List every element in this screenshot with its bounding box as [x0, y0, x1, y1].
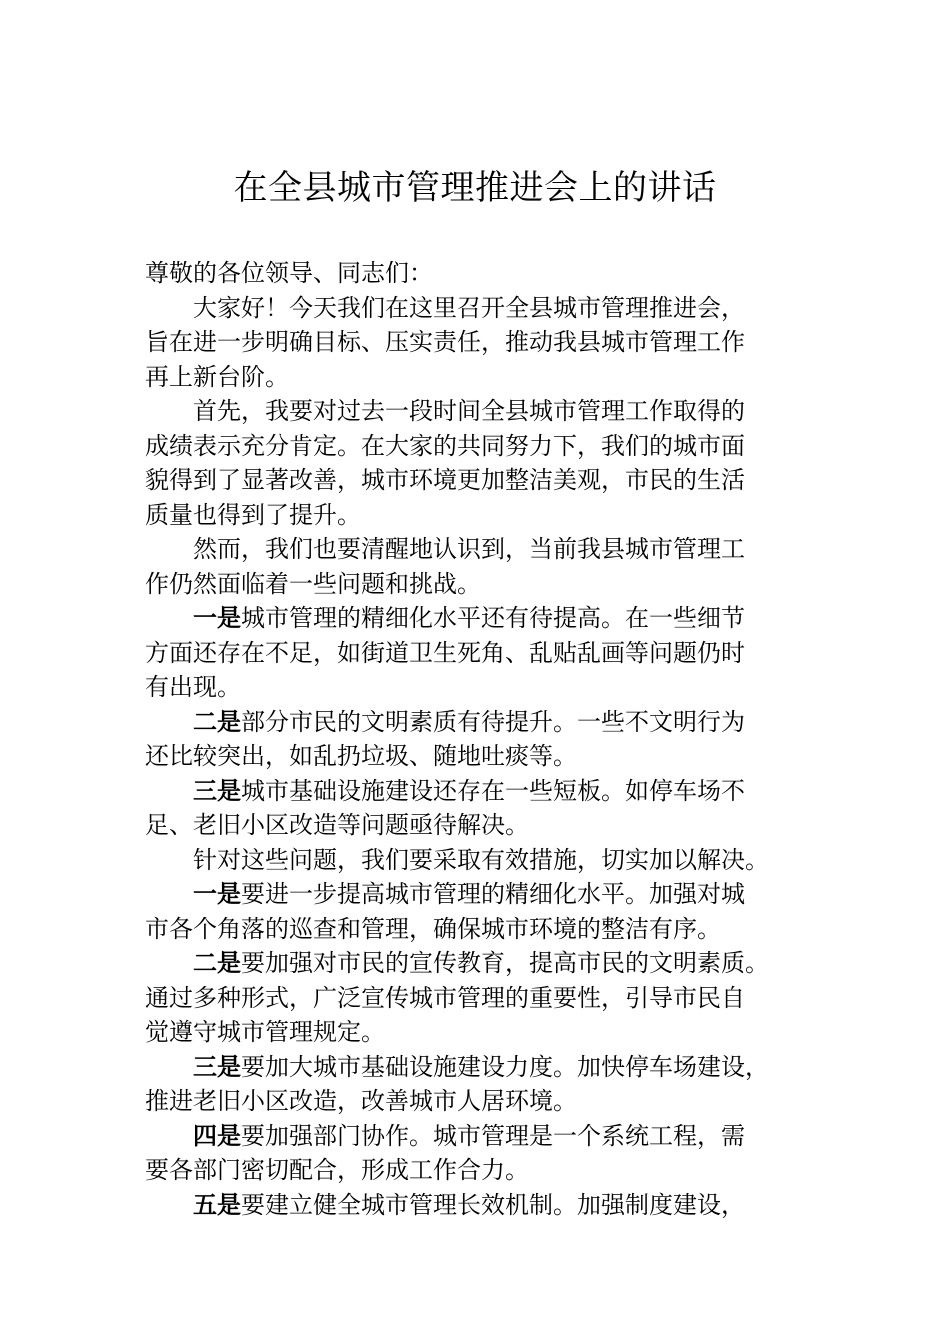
paragraph-text: 要加强部门协作。城市管理是一个系统工程，需 [241, 1121, 745, 1150]
paragraph-line [145, 739, 815, 774]
paragraph-lead: 一是 [193, 604, 241, 632]
paragraph-line [145, 981, 815, 1016]
paragraph-line [145, 567, 815, 602]
paragraph-text: 质量也得到了提升。 [145, 500, 361, 529]
paragraph-line [145, 670, 815, 705]
paragraph-text: 作仍然面临着一些问题和挑战。 [145, 569, 481, 598]
paragraph [145, 1050, 815, 1119]
paragraph-line [145, 394, 815, 429]
paragraph [145, 291, 815, 395]
paragraph-text: 成绩表示充分肯定。在大家的共同努力下，我们的城市面 [145, 431, 745, 460]
paragraph-line [145, 946, 815, 981]
paragraph-line [145, 705, 815, 740]
paragraph-text: 要建立健全城市管理长效机制。加强制度建设， [241, 1190, 745, 1219]
paragraph-lead: 四是 [193, 1121, 241, 1150]
paragraph-line [145, 877, 815, 912]
paragraph-text: 通过多种形式，广泛宣传城市管理的重要性，引导市民自 [145, 983, 745, 1012]
paragraph-line [145, 1084, 815, 1119]
paragraph [145, 843, 815, 878]
paragraph-line [145, 1119, 815, 1154]
paragraph-line [145, 498, 815, 533]
paragraph-line [145, 325, 815, 360]
paragraph-line [145, 463, 815, 498]
paragraph-line [145, 843, 815, 878]
paragraph-lead: 二是 [193, 707, 241, 736]
salutation-text: 尊敬的各位领导、同志们： [145, 259, 433, 287]
paragraph-text: 首先，我要对过去一段时间全县城市管理工作取得的 [193, 397, 745, 425]
paragraph-line [145, 1188, 815, 1223]
paragraph [145, 1188, 815, 1223]
paragraph-line [145, 429, 815, 464]
salutation [145, 256, 815, 291]
paragraph-text: 要进一步提高城市管理的精细化水平。加强对城 [241, 880, 745, 908]
paragraph-line [145, 360, 815, 395]
paragraph-text: 要各部门密切配合，形成工作合力。 [145, 1156, 529, 1184]
paragraph [145, 877, 815, 946]
paragraph-line [145, 912, 815, 947]
paragraph-text: 要加大城市基础设施建设力度。加快停车场建设， [241, 1052, 769, 1081]
paragraph [145, 532, 815, 601]
paragraph [145, 946, 815, 1050]
document-title: 在全县城市管理推进会上的讲话 [233, 168, 717, 208]
paragraph-text: 有出现。 [145, 673, 241, 701]
paragraph-lead: 三是 [193, 776, 241, 805]
paragraph-line [145, 291, 815, 326]
document-body [145, 256, 815, 1222]
paragraph-text: 再上新台阶。 [145, 362, 289, 391]
paragraph-text: 貌得到了显著改善，城市环境更加整洁美观，市民的生活 [145, 466, 745, 494]
paragraph [145, 601, 815, 705]
paragraph-text: 足、老旧小区改造等问题亟待解决。 [145, 811, 529, 839]
paragraph-text: 然而，我们也要清醒地认识到，当前我县城市管理工 [193, 535, 745, 563]
paragraph-line [145, 774, 815, 809]
paragraph-line [145, 1050, 815, 1085]
paragraph-text: 市各个角落的巡查和管理，确保城市环境的整洁有序。 [145, 914, 721, 943]
paragraph-text: 针对这些问题，我们要采取有效措施，切实加以解决。 [193, 845, 769, 874]
paragraph-lead: 二是 [193, 949, 241, 977]
paragraph-lead: 一是 [193, 880, 241, 908]
paragraph-lead: 五是 [193, 1190, 241, 1219]
paragraph-line [145, 1015, 815, 1050]
paragraph-text: 还比较突出，如乱扔垃圾、随地吐痰等。 [145, 742, 577, 770]
paragraph [145, 705, 815, 774]
paragraph-text: 旨在进一步明确目标、压实责任，推动我县城市管理工作 [145, 328, 745, 356]
paragraph-text: 部分市民的文明素质有待提升。一些不文明行为 [241, 707, 745, 736]
paragraph-text: 推进老旧小区改造，改善城市人居环境。 [145, 1087, 577, 1115]
paragraph-line [145, 532, 815, 567]
paragraph-text: 城市基础设施建设还存在一些短板。如停车场不 [241, 776, 745, 805]
paragraph-line [145, 808, 815, 843]
paragraph [145, 1119, 815, 1188]
paragraph-text: 大家好！今天我们在这里召开全县城市管理推进会， [193, 293, 745, 322]
paragraph-line [145, 636, 815, 671]
paragraph-text: 方面还存在不足，如街道卫生死角、乱贴乱画等问题仍时 [145, 638, 745, 667]
paragraph [145, 394, 815, 532]
paragraph-text: 觉遵守城市管理规定。 [145, 1018, 385, 1046]
paragraph-line [145, 601, 815, 636]
paragraph-text: 要加强对市民的宣传教育，提高市民的文明素质。 [241, 949, 769, 977]
paragraph-text: 城市管理的精细化水平还有待提高。在一些细节 [241, 604, 745, 632]
paragraph-lead: 三是 [193, 1052, 241, 1081]
paragraph-list [145, 291, 815, 1223]
paragraph [145, 774, 815, 843]
paragraph-line [145, 1153, 815, 1188]
